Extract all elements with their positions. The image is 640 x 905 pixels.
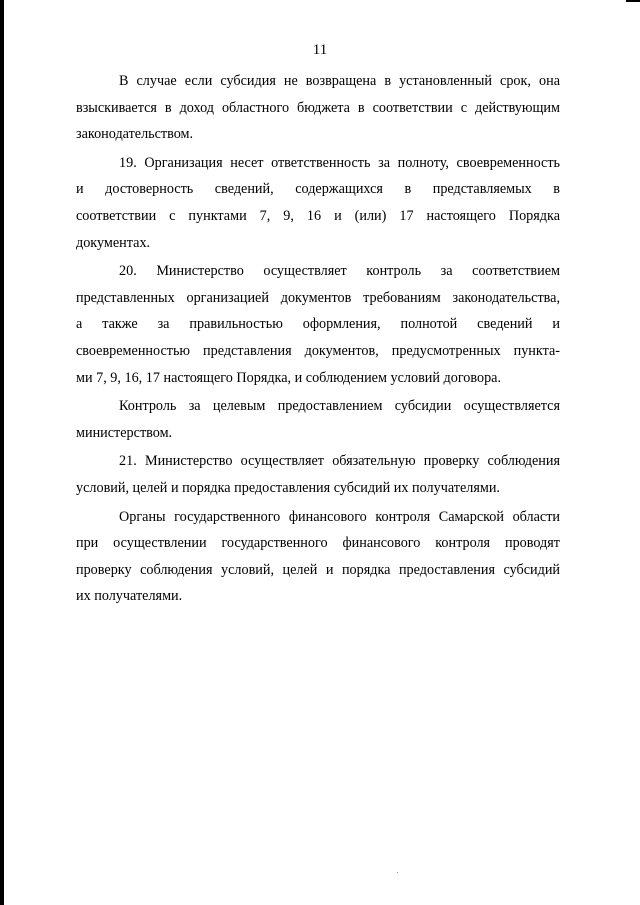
text-line: взыскивается в доход областного бюджета в соответствии с действующим [76, 99, 560, 116]
page-number: 11 [312, 42, 328, 58]
text-line: проверку соблюдения условий, целей и порядка предоставления субсидий [76, 561, 560, 578]
text-line: и достоверность сведений, содержащихся в представляемых в [76, 181, 560, 198]
scan-left-border [0, 0, 4, 905]
paragraph-subsidy-return [76, 68, 560, 148]
text-line: представленных организацией документов требованиям законодательства, [76, 289, 560, 306]
text-line: Органы государственного финансового контроля Самарской области [119, 508, 560, 525]
text-line: их получателями. [76, 588, 183, 605]
text-line: соответствии с пунктами 7, 9, 16 и (или) 17 настоящего Порядка [76, 207, 560, 224]
text-line: при осуществлении государственного финансового контроля проводят [76, 535, 560, 552]
paragraph-19 [76, 150, 560, 256]
text-line: 19. Организация несет ответственность за полноту, своевременность [119, 154, 560, 171]
paragraph-21 [76, 448, 560, 501]
text-line: министерством. [76, 424, 173, 441]
text-line: законодательством. [76, 126, 194, 143]
text-line: а также за правильностью оформления, полнотой сведений и [76, 316, 560, 333]
paragraph-20 [76, 258, 560, 391]
text-line: 20. Министерство осуществляет контроль за соответствием [119, 263, 560, 280]
document-body [76, 68, 560, 610]
scan-corner-mark [626, 0, 640, 2]
text-line: своевременностью представления документов, предусмотренных пункта- [76, 342, 560, 359]
text-line: условий, целей и порядка предоставления субсидий их получателями. [76, 479, 500, 496]
scan-speck [397, 872, 398, 873]
text-line: документах. [76, 234, 151, 251]
paragraph-target-control [76, 393, 560, 446]
paragraph-financial-control [76, 504, 560, 610]
text-line: В случае если субсидия не возвращена в установленный срок, она [119, 73, 560, 89]
text-line: ми 7, 9, 16, 17 настоящего Порядка, и соблюдением условий договора. [76, 369, 502, 386]
text-line: Контроль за целевым предоставлением субсидии осуществляется [119, 398, 560, 415]
text-line: 21. Министерство осуществляет обязательную проверку соблюдения [119, 453, 560, 470]
